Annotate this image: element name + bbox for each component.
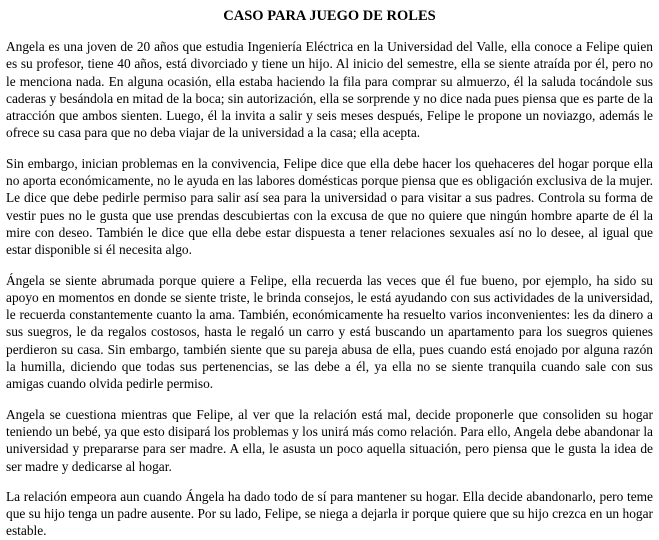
paragraph-3: Ángela se siente abrumada porque quiere a Felipe, ella recuerda las veces que él fue bueno, por ejemplo, ha sido su apoyo en momentos en donde se siente triste, le brinda consejos, le está ayudando con sus actividades de la universidad, le recuerda constantemente cuanto la ama. También, económicamente ha resuelto varios inconvenientes: les da dinero a sus suegros, le da regalos costosos, hasta le regaló un carro y está buscando un apartamento para los suegros quienes perdieron su casa. Sin embargo, también siente que su pareja abusa de ella, pues cuando está enojado por alguna razón la humilla, diciendo que todas sus pertenencias, se las debe a él, ya ella no se siente tranquila cuando sale con sus amigas cuando olvida pedirle permiso. — [6, 272, 653, 392]
paragraph-2: Sin embargo, inician problemas en la convivencia, Felipe dice que ella debe hacer los quehaceres del hogar porque ella no aporta económicamente, no le ayuda en las labores domésticas porque piensa que es obligación exclusiva de la mujer. Le dice que debe pedirle permiso para salir así sea para la universidad o para visitar a sus padres. Controla su forma de vestir pues no le gusta que use prendas descubiertas con la excusa de que no quiere que ningún hombre aparte de él la mire con deseo. También le dice que ella debe estar dispuesta a tener relaciones sexuales así no lo desee, al igual que estar disponible si él necesita algo. — [6, 155, 653, 258]
document-title: CASO PARA JUEGO DE ROLES — [223, 8, 436, 24]
paragraph-4: Angela se cuestiona mientras que Felipe, al ver que la relación está mal, decide proponerle que consoliden su hogar teniendo un bebé, ya que esto disipará los problemas y los unirá más como relación. Para ello, Angela debe abandonar la universidad y prepararse para ser madre. A ella, le asusta un poco aquella situación, pero piensa que le gusta la idea de ser madre y dedicarse al hogar. — [6, 406, 653, 474]
paragraph-5: La relación empeora aun cuando Ángela ha dado todo de sí para mantener su hogar. Ella decide abandonarlo, pero teme que su hijo tenga un padre ausente. Por su lado, Felipe, se niega a dejarla ir porque quiere que su hijo crezca en un hogar estable. — [6, 488, 653, 539]
paragraph-1: Angela es una joven de 20 años que estudia Ingeniería Eléctrica en la Universidad del Valle, ella conoce a Felipe quien es su profesor, tiene 40 años, está divorciado y tiene un hijo. Al inicio del semestre, ella se siente atraída por él, pero no le menciona nada. En alguna ocasión, ella estaba haciendo la fila para comprar su almuerzo, él la saluda tocándole sus caderas y besándola en mitad de la boca; sin autorización, ella se sorprende y no dice nada pues piensa que es parte de la atracción que ambos sienten. Luego, él la invita a salir y seis meses después, Felipe le propone un noviazgo, además le ofrece su casa para que no deba viajar de la universidad a la casa; ella acepta. — [6, 39, 653, 141]
